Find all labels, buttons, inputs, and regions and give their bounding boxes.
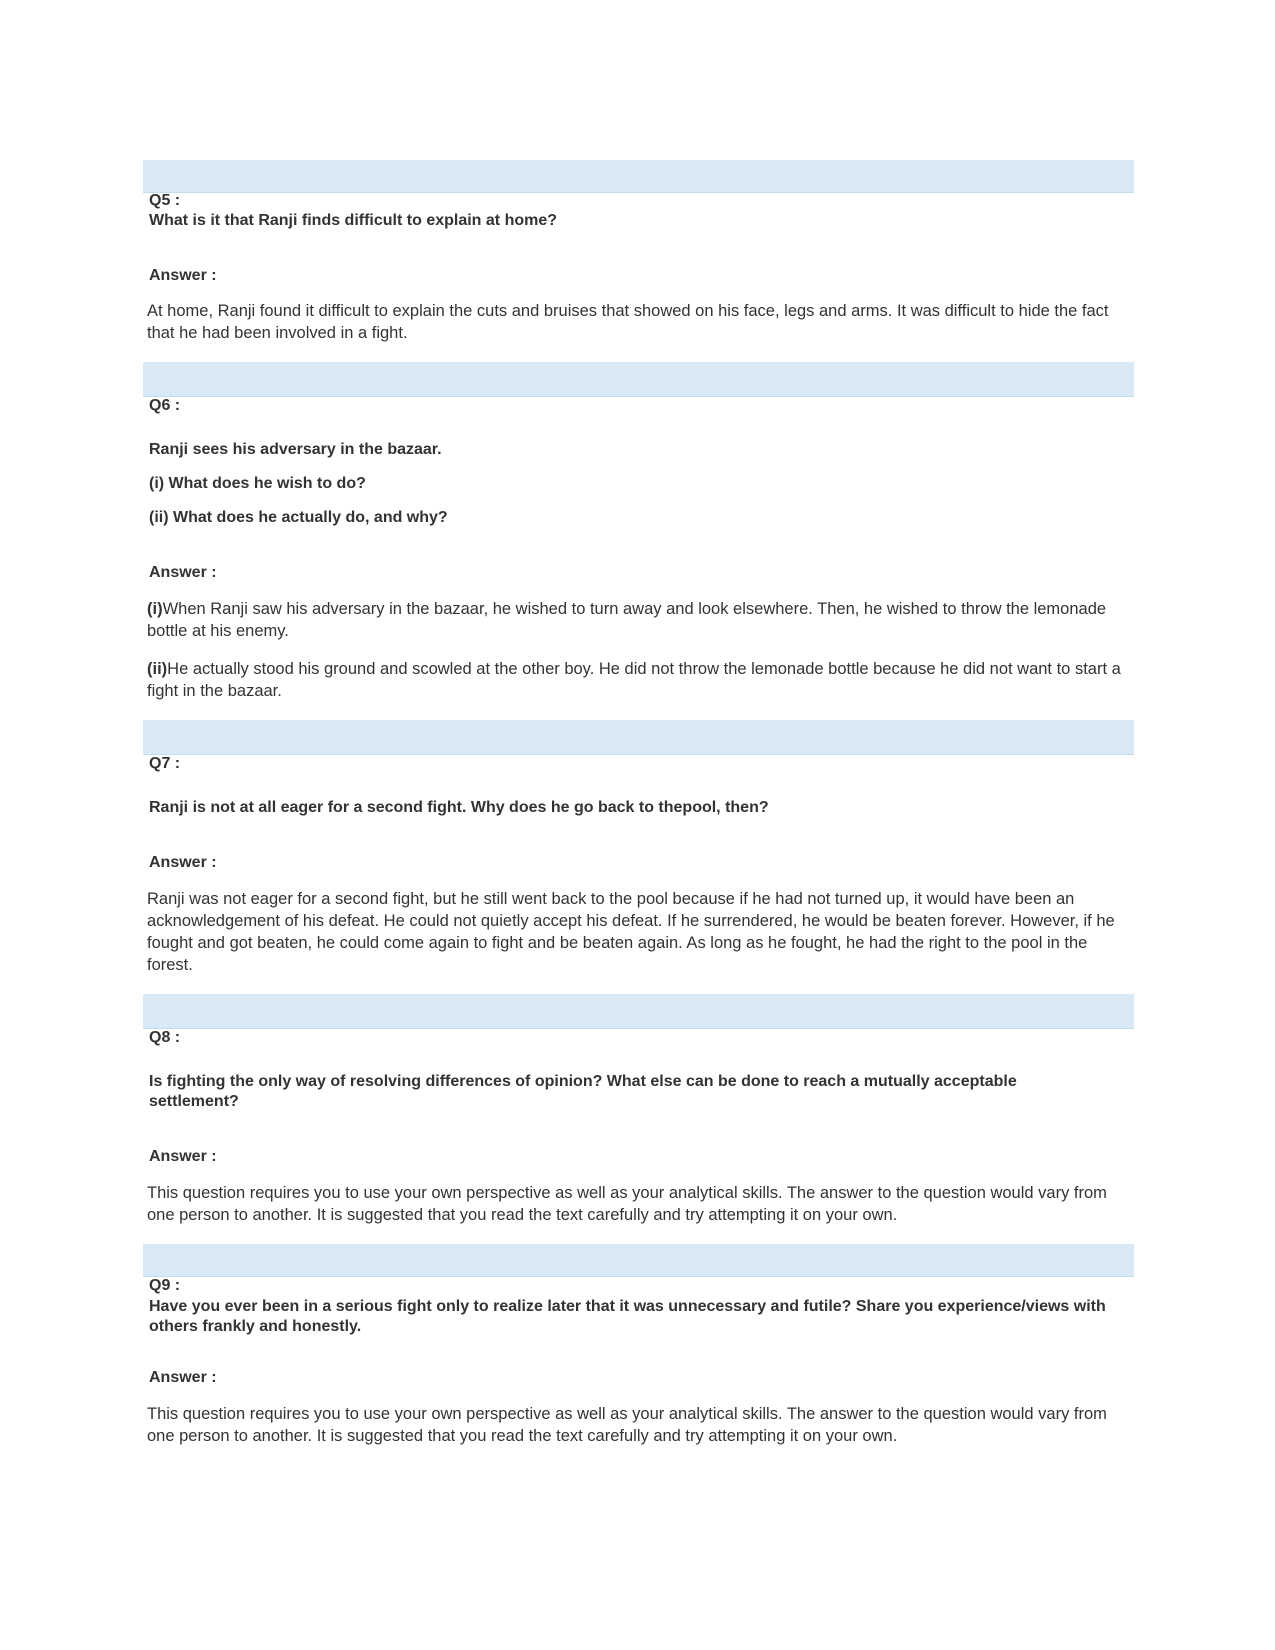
q6-answer-ii [147,658,1127,702]
q6-answer-ii-text: He actually stood his ground and scowled at the other boy. He did not throw the lemonade bottle because he did not want to start a fight in the bazaar. [147,660,1121,700]
q7-answer: Ranji was not eager for a second fight, but he still went back to the pool because if he had not turned up, it would have been an acknowledgement of his defeat. He could not quietly accept his defeat. If he surrendered, he would be beaten forever. However, if he fought and got beaten, he could come again to fight and be beaten again. As long as he fought, he had the right to the pool in the forest. [147,890,1115,974]
q8-answer-label: Answer : [149,1148,217,1165]
q6-answer-label: Answer : [149,564,217,581]
q6-sub-question-ii: (ii) What does he actually do, and why? [149,509,448,526]
q9-answer: This question requires you to use your own perspective as well as your analytical skills. The answer to the question would vary from one person to another. It is suggested that you read the text carefully and try attempting it on your own. [147,1405,1107,1445]
q8-question: Is fighting the only way of resolving differences of opinion? What else can be done to reach a mutually acceptable settlement? [149,1073,1017,1110]
q6-sub-question-i: (i) What does he wish to do? [149,475,366,492]
q7-header-band [143,720,1134,755]
q8-answer: This question requires you to use your own perspective as well as your analytical skills. The answer to the question would vary from one person to another. It is suggested that you read the text carefully and try attempting it on your own. [147,1184,1107,1224]
q8-header-band [143,994,1134,1029]
q6-number: Q6 : [149,397,181,414]
q9-header-band [143,1244,1134,1277]
q5-answer: At home, Ranji found it difficult to explain the cuts and bruises that showed on his face, legs and arms. It was difficult to hide the fact that he had been involved in a fight. [147,302,1109,342]
q6-answer-i-text: When Ranji saw his adversary in the bazaar, he wished to turn away and look elsewhere. Then, he wished to throw the lemonade bottle at his enemy. [147,600,1107,640]
q9-answer-label: Answer : [149,1369,217,1386]
q5-header-band [143,160,1134,193]
q6-question: Ranji sees his adversary in the bazaar. [149,441,442,458]
q5-question: What is it that Ranji finds difficult to explain at home? [149,212,558,229]
q8-number: Q8 : [149,1029,181,1046]
q6-answer-ii-prefix: (ii) [147,660,168,678]
q6-header-band [143,362,1134,397]
q9-number: Q9 : [149,1277,181,1294]
q5-answer-label: Answer : [149,267,217,284]
q5-number: Q5 : [149,192,181,209]
q6-answer-i-prefix: (i) [147,600,163,618]
q7-question: Ranji is not at all eager for a second fight. Why does he go back to thepool, then? [149,799,769,816]
q7-answer-label: Answer : [149,854,217,871]
q6-answer-i [147,598,1127,642]
q9-question: Have you ever been in a serious fight only to realize later that it was unnecessary and futile? Share you experience/views with others frankly and honestly. [149,1298,1106,1335]
q7-number: Q7 : [149,755,181,772]
